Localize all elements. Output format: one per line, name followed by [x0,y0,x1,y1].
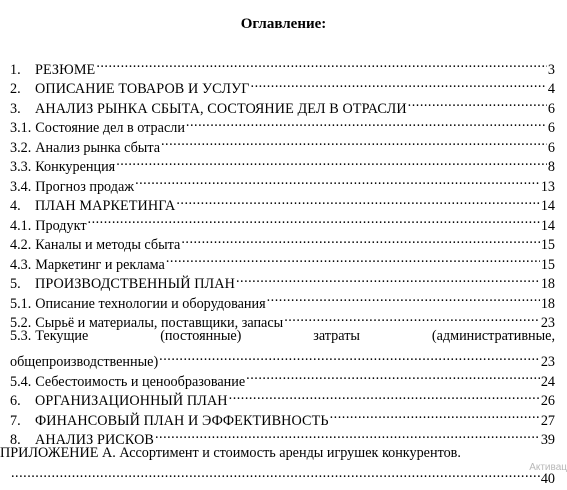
toc-entry-page: 15 [540,237,555,253]
toc-entry-number: 5.1. [10,295,32,312]
toc-entry-label: Сырьё и материалы, поставщики, запасы [35,315,284,331]
dot-leader [236,269,540,289]
toc-entry-label: ОРГАНИЗАЦИОННЫЙ ПЛАН [35,393,228,409]
toc-entry-number: 4.1. [10,217,32,234]
dot-leader [330,405,540,425]
dot-leader [166,249,540,269]
toc-entry-page: 40 [540,471,555,487]
dot-leader [408,93,547,113]
toc-entry[interactable] [10,54,555,78]
toc-entry-label: Состояние дел в отрасли [35,120,185,136]
dot-leader [88,210,540,230]
toc-entry-label: Себестоимость и ценообразование [35,373,246,390]
toc-entry-page: 6 [547,139,555,156]
toc-entry-number: 5.3. [10,328,32,344]
dot-leader [176,191,539,211]
dot-leader [159,347,540,367]
toc-entry-label: Конкуренция [35,159,116,175]
dot-leader [251,74,547,94]
toc-entry-number: 2. [10,81,21,97]
toc-entry-number: 1. [10,61,21,78]
toc-entry-page: 8 [547,159,555,175]
toc-entry-number: 3. [10,100,21,117]
toc-entry-page: 14 [540,217,555,234]
toc-entry-page: 27 [540,412,555,429]
toc-entry-page: 18 [540,295,555,312]
toc-entry-number: 4. [10,198,21,214]
toc-entry-number: 3.4. [10,178,32,195]
toc-entry-number: 3.1. [10,120,32,136]
toc-entry-label: ПРИЛОЖЕНИЕ А. Ассортимент и стоимость аренды игрушек конкурентов. [0,445,461,461]
toc-entry-number: 8. [10,432,21,448]
toc-entry-number: 5.4. [10,373,32,390]
dot-leader [96,54,547,74]
table-of-contents [0,54,555,487]
toc-entry-page: 23 [540,315,555,331]
dot-leader [135,171,540,191]
dot-leader [181,230,539,250]
toc-entry-number: 7. [10,412,21,429]
toc-entry-continuation[interactable] [10,347,555,370]
toc-entry-page: 15 [540,256,555,273]
toc-entry-label: ОПИСАНИЕ ТОВАРОВ И УСЛУГ [35,81,250,97]
toc-entry-page: 39 [540,432,555,448]
toc-entry-number: 3.3. [10,159,32,175]
toc-entry-number: 3.2. [10,139,32,156]
toc-entry-label: Описание технологии и оборудования [35,295,266,312]
toc-entry-page: 4 [547,81,555,97]
toc-entry-page: 13 [540,178,555,195]
toc-entry-page: 3 [547,61,555,78]
toc-entry-label: Анализ рынка сбыта [35,139,160,156]
toc-entry[interactable] [10,327,555,347]
dot-leader [161,132,547,152]
toc-title: Оглавление: [240,16,327,32]
toc-entry-number: 4.3. [10,256,32,273]
toc-entry-number: 5. [10,276,21,292]
toc-entry-page: 18 [540,276,555,292]
toc-entry-label-line1: Текущие (постоянные) затраты (административные, [35,328,555,344]
toc-entry-label: Прогноз продаж [35,178,135,195]
dot-leader [116,152,547,172]
toc-entry-label: ФИНАНСОВЫЙ ПЛАН И ЭФФЕКТИВНОСТЬ [35,412,329,429]
toc-entry-page: 23 [540,354,555,370]
toc-entry-page: 6 [547,100,555,117]
dot-leader [284,308,540,328]
toc-entry-number: 5.2. [10,315,32,331]
toc-entry-page: 6 [547,120,555,136]
toc-entry[interactable] [10,230,555,253]
toc-entry-label: ПРОИЗВОДСТВЕННЫЙ ПЛАН [35,276,235,292]
toc-entry-label: АНАЛИЗ РЫНКА СБЫТА, СОСТОЯНИЕ ДЕЛ В ОТРАСЛИ [35,100,407,117]
dot-leader [186,113,547,133]
toc-entry-number: 6. [10,393,21,409]
toc-entry-page: 26 [540,393,555,409]
toc-entry-continuation[interactable] [10,464,555,487]
toc-entry-number: 4.2. [10,237,32,253]
dot-leader [155,425,540,445]
toc-entry-label: Маркетинг и реклама [35,256,165,273]
toc-entry-label: Продукт [35,217,87,234]
toc-entry[interactable] [0,444,555,464]
toc-entry-page: 24 [540,373,555,390]
dot-leader [11,464,540,484]
dot-leader [246,366,540,386]
toc-entry-page: 14 [540,198,555,214]
toc-entry-label-line2: общепроизводственные) [10,354,159,370]
toc-entry[interactable] [10,210,555,234]
toc-entry-label: Каналы и методы сбыта [35,237,181,253]
dot-leader [267,288,540,308]
toc-entry-label: РЕЗЮМЕ [35,61,96,78]
activation-watermark: Активац [529,462,567,473]
toc-entry-label: ПЛАН МАРКЕТИНГА [35,198,176,214]
toc-entry-label: АНАЛИЗ РИСКОВ [35,432,154,448]
dot-leader [229,386,540,406]
